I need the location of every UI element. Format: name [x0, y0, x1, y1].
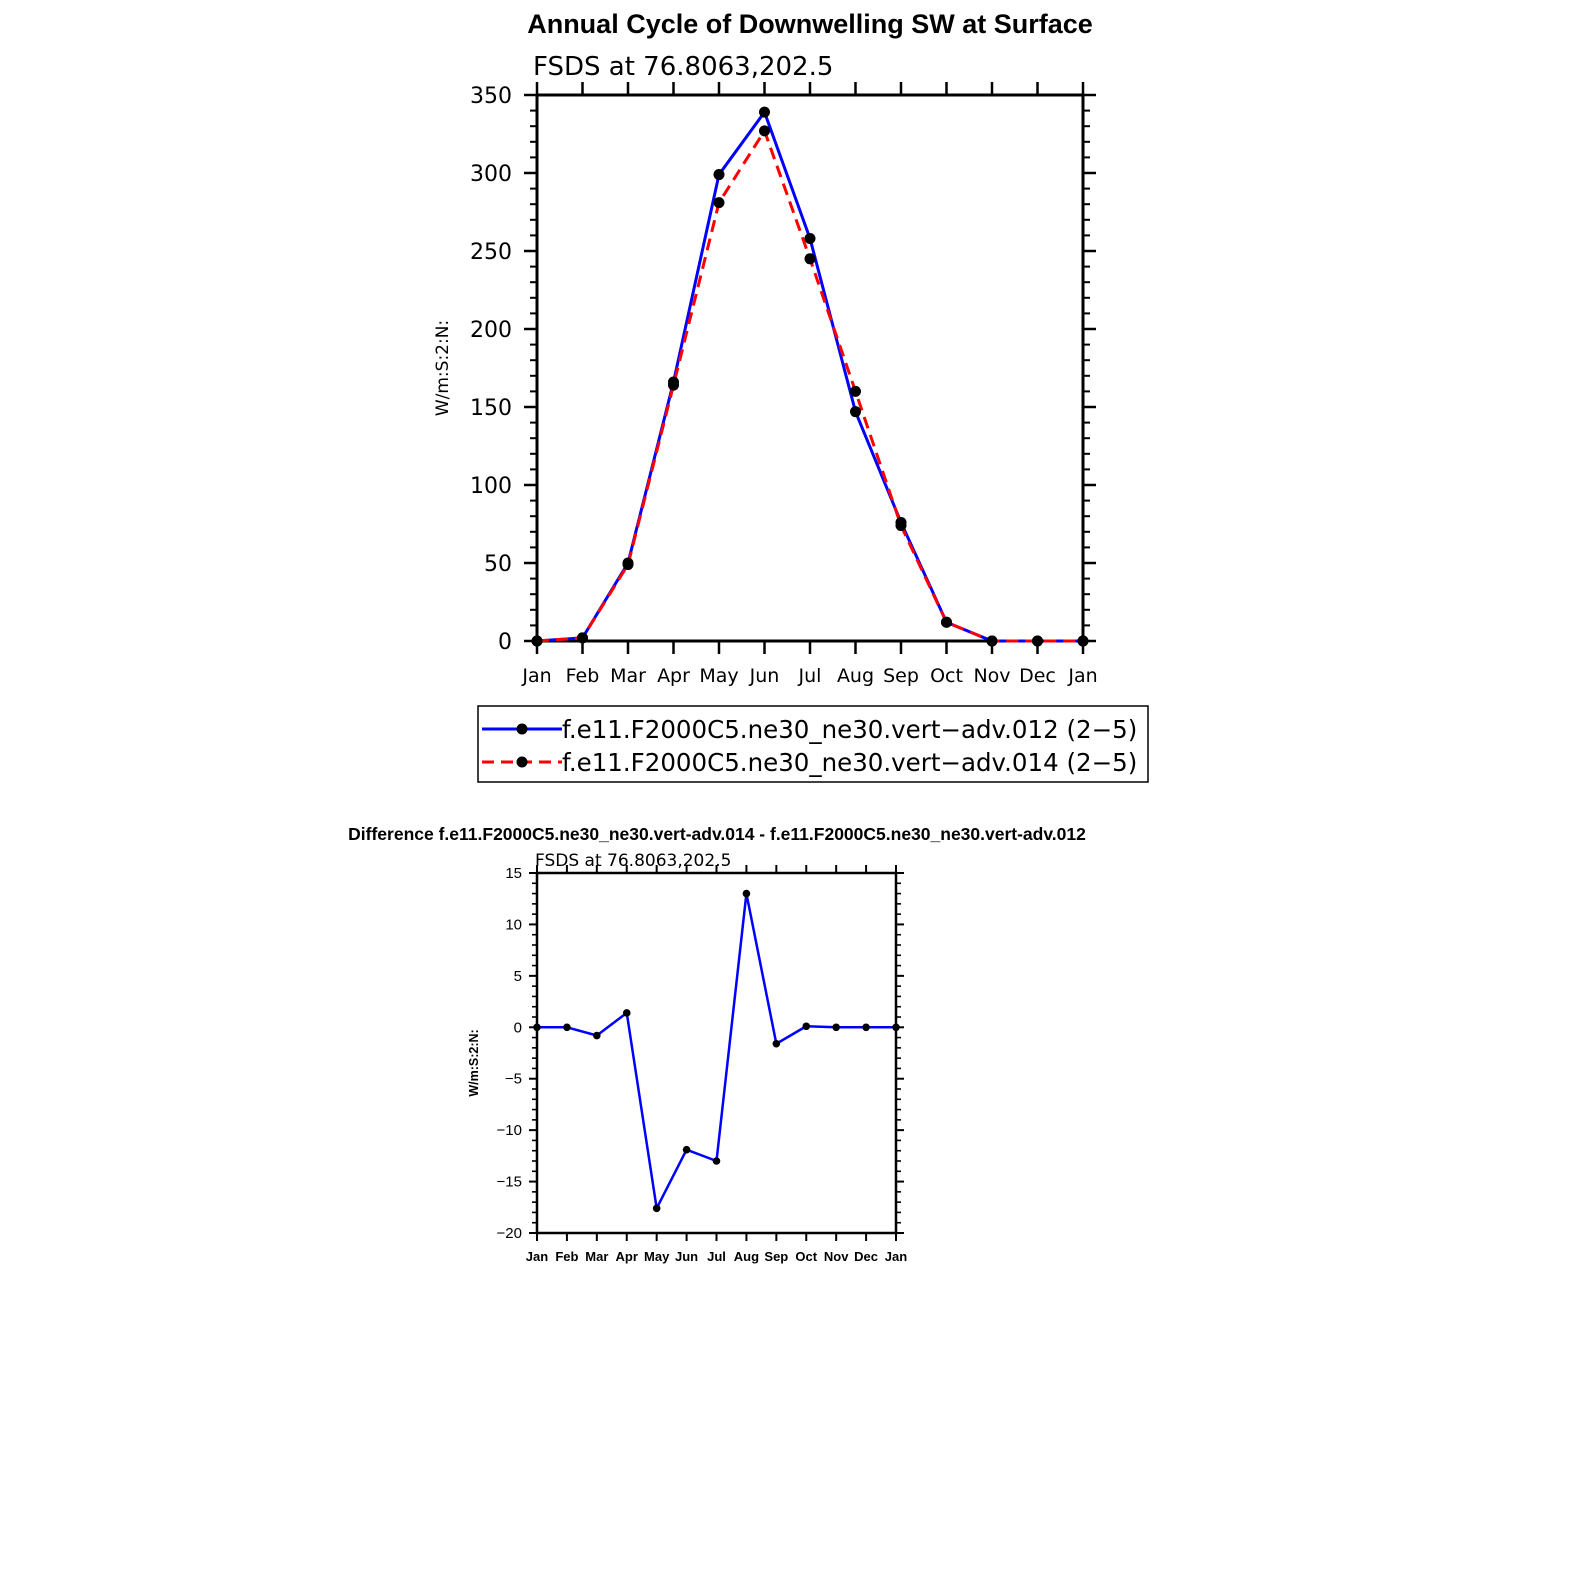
chart2-x-tick-label: Sep: [764, 1249, 789, 1264]
chart2-series-0-point: [773, 1040, 781, 1048]
chart2-y-tick-label: −10: [496, 1122, 522, 1140]
chart2-x-tick-label: Mar: [585, 1249, 609, 1264]
chart1-series-1-point: [896, 520, 907, 531]
chart2-subtitle: FSDS at 76.8063,202.5: [535, 851, 732, 871]
chart1-series-1-point: [714, 197, 725, 208]
chart1-x-tick-label: Nov: [973, 665, 1011, 687]
chart2-series-0-point: [832, 1023, 840, 1031]
chart2-x-tick-label: Jun: [675, 1249, 699, 1264]
chart2-series-0-point: [593, 1032, 601, 1040]
chart1-title: Annual Cycle of Downwelling SW at Surface: [527, 9, 1093, 39]
chart1-series-1-point: [759, 125, 770, 136]
chart1-series-1-point: [1032, 636, 1043, 647]
chart2-series-0-point: [623, 1009, 631, 1017]
chart2-y-tick-label: −15: [496, 1173, 522, 1191]
legend-label-series-012: f.e11.F2000C5.ne30_ne30.vert−adv.012 (2−5): [562, 715, 1138, 744]
chart2-x-tick-label: Jul: [707, 1249, 726, 1264]
chart1-plot-area: [470, 82, 1098, 687]
chart1-x-tick-label: Oct: [930, 665, 963, 687]
chart1-series-1-point: [850, 386, 861, 397]
chart1-series-1-point: [623, 559, 634, 570]
chart1-x-tick-label: Sep: [883, 665, 919, 687]
chart2-title: Difference f.e11.F2000C5.ne30_ne30.vert-adv.014 - f.e11.F2000C5.ne30_ne30.vert-adv.012: [348, 824, 1086, 844]
chart1-x-tick-label: Aug: [836, 665, 875, 687]
chart1-series-0-point: [850, 406, 861, 417]
chart2-x-tick-label: Jan: [525, 1249, 549, 1264]
chart2-y-tick-label: 10: [505, 916, 522, 934]
chart2-series-0-point: [653, 1205, 661, 1213]
chart1-x-tick-label: Jan: [1068, 665, 1098, 687]
chart2-x-tick-label: Nov: [823, 1249, 849, 1264]
chart2-series-0-point: [802, 1022, 810, 1030]
chart1-y-tick-label: 100: [470, 474, 512, 499]
chart2-series-0-point: [563, 1023, 571, 1031]
chart2-series-0-point: [892, 1023, 900, 1031]
chart1-x-tick-label: Dec: [1019, 665, 1056, 687]
legend-marker-series-012: [517, 724, 528, 735]
chart1-series-1-point: [668, 380, 679, 391]
chart1-x-tick-label: Jun: [749, 665, 780, 687]
chart1-y-tick-label: 0: [498, 630, 512, 655]
chart1-series-1-point: [532, 636, 543, 647]
chart1-subtitle: FSDS at 76.8063,202.5: [533, 52, 834, 82]
chart2-x-tick-label: Aug: [733, 1249, 760, 1264]
chart2-x-tick-label: Apr: [615, 1249, 638, 1264]
chart2-frame: [537, 873, 896, 1233]
chart1-series-0-line: [537, 112, 1083, 641]
chart1-x-tick-label: Feb: [565, 665, 600, 687]
chart2-series-0-point: [743, 890, 751, 898]
chart2-series-0-point: [683, 1146, 691, 1154]
chart2-x-tick-label: Oct: [795, 1249, 818, 1264]
chart2-series-0-point: [533, 1023, 541, 1031]
chart1-x-tick-label: Jan: [522, 665, 552, 687]
chart2-series-0-point: [713, 1157, 721, 1165]
chart1-series-0-point: [759, 107, 770, 118]
chart1-series-1-point: [577, 632, 588, 643]
chart1-series-1-point: [1078, 636, 1089, 647]
chart1-x-tick-label: Mar: [610, 665, 646, 687]
chart1-x-tick-label: Apr: [657, 665, 690, 687]
chart2-y-axis-label: W/m:S:2:N:: [467, 1029, 481, 1097]
chart2-plot-area: [497, 865, 908, 1264]
chart2-y-tick-label: −5: [504, 1070, 522, 1088]
chart1-series-1-point: [805, 253, 816, 264]
chart2-y-tick-label: 0: [513, 1019, 522, 1037]
chart1-y-tick-label: 300: [470, 162, 512, 187]
chart1-y-tick-label: 150: [470, 396, 512, 421]
chart1-series-0-point: [714, 169, 725, 180]
chart1-y-tick-label: 250: [470, 240, 512, 265]
chart2-y-tick-label: −20: [496, 1225, 522, 1242]
chart1-series-1-point: [941, 617, 952, 628]
chart1-frame: [537, 95, 1083, 641]
chart2-x-tick-label: Dec: [854, 1249, 879, 1264]
chart1-series-0-point: [805, 233, 816, 244]
chart1-y-tick-label: 50: [484, 552, 512, 577]
chart1-x-tick-label: Jul: [798, 665, 822, 687]
chart2-series-0-point: [862, 1023, 870, 1031]
chart1-y-axis-label: W/m:S:2:N:: [433, 319, 453, 417]
chart1-x-tick-label: May: [699, 665, 739, 687]
chart2-y-tick-label: 5: [513, 967, 522, 985]
chart1-legend: [478, 706, 1148, 782]
chart2-x-tick-label: Jan: [884, 1249, 908, 1264]
legend-label-series-014: f.e11.F2000C5.ne30_ne30.vert−adv.014 (2−5): [562, 748, 1138, 777]
chart1-y-tick-label: 200: [470, 318, 512, 343]
legend-marker-series-014: [517, 757, 528, 768]
chart1-series-1-line: [537, 131, 1083, 641]
chart2-x-tick-label: May: [644, 1249, 670, 1264]
chart2-y-tick-label: 15: [505, 865, 522, 882]
chart2-x-tick-label: Feb: [555, 1249, 579, 1264]
chart1-y-tick-label: 350: [470, 84, 512, 109]
chart1-series-1-point: [987, 636, 998, 647]
